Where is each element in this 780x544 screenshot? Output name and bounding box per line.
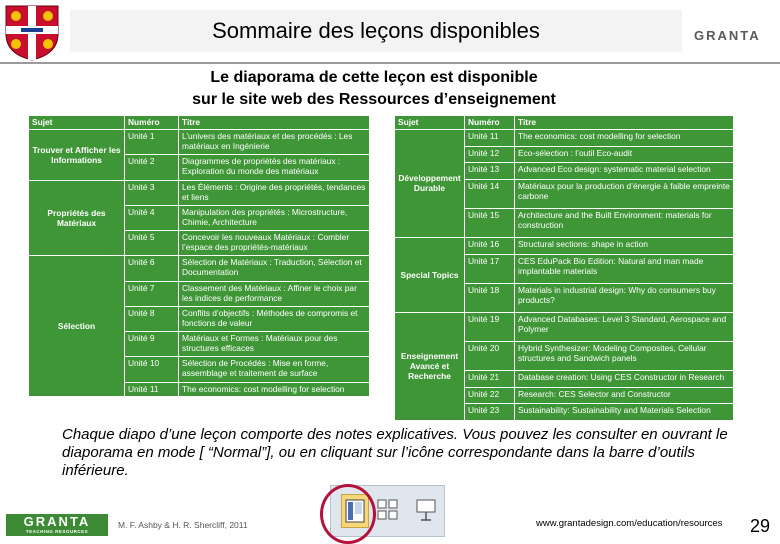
unit-title: The economics: cost modelling for selection: [179, 382, 370, 396]
unit-title: Materials in industrial design: Why do consumers buy products?: [515, 283, 734, 312]
logo-sub-text: TEACHING RESOURCES: [25, 529, 89, 534]
page-title: Sommaire des leçons disponibles: [70, 10, 682, 52]
unit-number: Unité 23: [465, 404, 515, 421]
unit-title: Structural sections: shape in action: [515, 237, 734, 254]
units-table-right: [394, 115, 734, 421]
unit-number: Unité 2: [125, 155, 179, 180]
subtitle: [0, 67, 748, 111]
unit-number: Unité 13: [465, 163, 515, 180]
unit-title: L’univers des matériaux et des procédés : Les matériaux en Ingénierie: [179, 130, 370, 155]
unit-number: Unité 5: [125, 231, 179, 256]
unit-number: Unité 11: [465, 130, 515, 147]
unit-title: Hybrid Synthesizer: Modeling Composites, Cellular structures and Sandwich panels: [515, 342, 734, 371]
unit-title: Database creation: Using CES Constructor in Research: [515, 371, 734, 388]
column-header-subject: Sujet: [395, 116, 465, 130]
unit-number: Unité 10: [125, 357, 179, 382]
unit-title: Research: CES Selector and Constructor: [515, 387, 734, 404]
university-crest-icon: [4, 4, 60, 62]
unit-number: Unité 7: [125, 281, 179, 306]
highlight-ring: [320, 484, 376, 544]
table-row: [395, 237, 734, 254]
unit-number: Unité 14: [465, 179, 515, 208]
unit-title: Manipulation des propriétés : Microstructure, Chimie, Architecture: [179, 205, 370, 230]
unit-number: Unité 19: [465, 312, 515, 341]
authors-credit: M. F. Ashby & H. R. Shercliff, 2011: [118, 520, 248, 530]
subject-cell: Propriétés des Matériaux: [29, 180, 125, 256]
unit-number: Unité 11: [125, 382, 179, 396]
subtitle-line-2: sur le site web des Ressources d’enseignement: [192, 91, 556, 108]
column-header-number: Numéro: [465, 116, 515, 130]
column-header-title: Titre: [179, 116, 370, 130]
header-divider: [0, 62, 780, 64]
column-header-number: Numéro: [125, 116, 179, 130]
unit-number: Unité 18: [465, 283, 515, 312]
unit-title: Eco-sélection : l’outil Eco-audit: [515, 146, 734, 163]
unit-title: Matériaux pour la production d’énergie à faible empreinte carbone: [515, 179, 734, 208]
subtitle-line-1: Le diaporama de cette leçon est disponible: [210, 69, 538, 86]
subject-cell: Special Topics: [395, 237, 465, 312]
caption-text: Chaque diapo d’une leçon comporte des notes explicatives. Vous pouvez les consulter en ouvrant le diaporama en mode [ “Normal”], ou en cliquant sur l’icône correspondante dans la barre d’outils inférieure.: [62, 426, 728, 479]
column-header-title: Titre: [515, 116, 734, 130]
unit-number: Unité 20: [465, 342, 515, 371]
unit-title: CES EduPack Bio Edition: Natural and man made implantable materials: [515, 254, 734, 283]
unit-number: Unité 1: [125, 130, 179, 155]
table-row: [395, 130, 734, 147]
column-header-subject: Sujet: [29, 116, 125, 130]
slideshow-icon[interactable]: [413, 494, 439, 526]
unit-title: Advanced Eco design: systematic material selection: [515, 163, 734, 180]
unit-number: Unité 17: [465, 254, 515, 283]
unit-title: Concevoir les nouveaux Matériaux : Combler l’espace des propriétés-matériaux: [179, 231, 370, 256]
page-number: 29: [750, 516, 771, 536]
granta-footer-logo: [6, 514, 108, 536]
unit-number: Unité 4: [125, 205, 179, 230]
unit-title: Classement des Matériaux : Affiner le choix par les indices de performance: [179, 281, 370, 306]
units-table-left: [28, 115, 370, 397]
unit-number: Unité 9: [125, 332, 179, 357]
logo-main-text: GRANTA: [23, 514, 91, 529]
slide-sorter-icon[interactable]: [375, 494, 401, 526]
unit-title: Sustainability: Sustainability and Materials Selection: [515, 404, 734, 421]
unit-title: The economics: cost modelling for selection: [515, 130, 734, 147]
unit-title: Les Éléments : Origine des propriétés, tendances et liens: [179, 180, 370, 205]
unit-title: Conflits d’objectifs : Méthodes de compromis et fonctions de valeur: [179, 306, 370, 331]
unit-number: Unité 3: [125, 180, 179, 205]
unit-title: Advanced Databases: Level 3 Standard, Aerospace and Polymer: [515, 312, 734, 341]
subject-cell: Sélection: [29, 256, 125, 397]
table-row: [29, 256, 370, 281]
subject-cell: Trouver et Afficher les Informations: [29, 130, 125, 181]
table-row: [29, 180, 370, 205]
table-row: [395, 312, 734, 341]
subject-cell: Développement Durable: [395, 130, 465, 238]
unit-number: Unité 21: [465, 371, 515, 388]
table-row: [29, 130, 370, 155]
unit-title: Architecture and the Built Environment: materials for construction: [515, 208, 734, 237]
unit-title: Sélection de Matériaux : Traduction, Sélection et Documentation: [179, 256, 370, 281]
unit-number: Unité 6: [125, 256, 179, 281]
subject-cell: Enseignement Avancé et Recherche: [395, 312, 465, 420]
brand-logo-top: GRANTA: [694, 28, 761, 43]
unit-number: Unité 16: [465, 237, 515, 254]
unit-title: Matériaux et Formes : Matériaux pour des structures efficaces: [179, 332, 370, 357]
unit-title: Diagrammes de propriétés des matériaux : Exploration du monde des matériaux: [179, 155, 370, 180]
unit-number: Unité 8: [125, 306, 179, 331]
resources-url[interactable]: www.grantadesign.com/education/resources: [536, 518, 723, 529]
unit-number: Unité 15: [465, 208, 515, 237]
unit-number: Unité 22: [465, 387, 515, 404]
unit-title: Sélection de Procédés : Mise en forme, assemblage et traitement de surface: [179, 357, 370, 382]
unit-number: Unité 12: [465, 146, 515, 163]
